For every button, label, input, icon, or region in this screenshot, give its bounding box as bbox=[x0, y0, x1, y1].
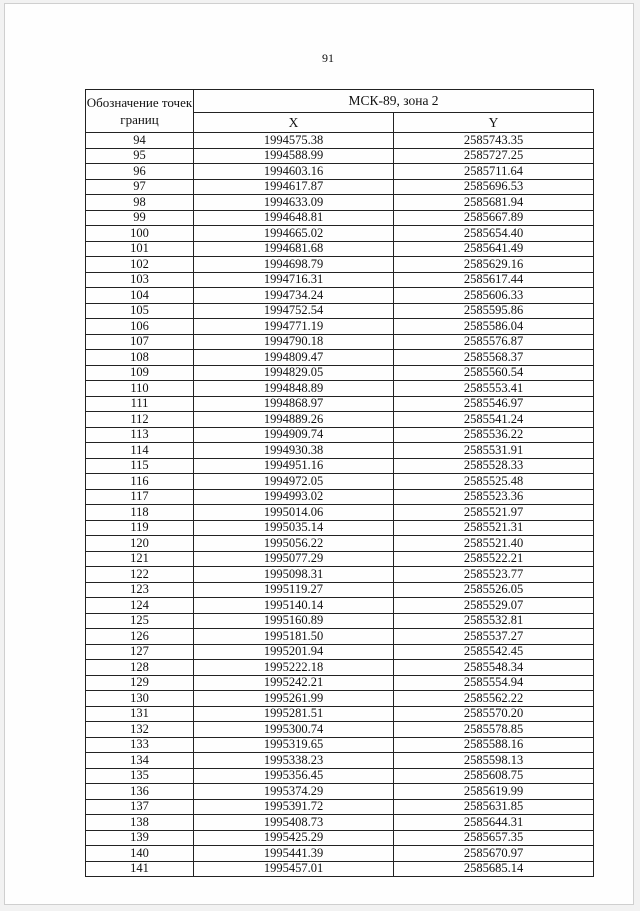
x-coordinate-cell: 1995098.31 bbox=[194, 567, 394, 583]
table-row bbox=[86, 582, 594, 598]
x-coordinate-cell: 1995201.94 bbox=[194, 644, 394, 660]
x-coordinate-cell: 1994771.19 bbox=[194, 319, 394, 335]
table-row bbox=[86, 179, 594, 195]
coordinates-table bbox=[85, 89, 594, 877]
point-number-cell: 112 bbox=[86, 412, 194, 428]
point-number-cell: 132 bbox=[86, 722, 194, 738]
point-number-cell: 128 bbox=[86, 660, 194, 676]
table-row bbox=[86, 164, 594, 180]
point-number-cell: 117 bbox=[86, 489, 194, 505]
point-number-cell: 98 bbox=[86, 195, 194, 211]
point-number-cell: 114 bbox=[86, 443, 194, 459]
y-column-header: Y bbox=[394, 113, 594, 133]
point-number-cell: 99 bbox=[86, 210, 194, 226]
table-row bbox=[86, 474, 594, 490]
point-number-cell: 109 bbox=[86, 365, 194, 381]
point-number-cell: 97 bbox=[86, 179, 194, 195]
y-coordinate-cell: 2585523.36 bbox=[394, 489, 594, 505]
point-number-cell: 127 bbox=[86, 644, 194, 660]
y-coordinate-cell: 2585553.41 bbox=[394, 381, 594, 397]
point-number-cell: 102 bbox=[86, 257, 194, 273]
table-row bbox=[86, 644, 594, 660]
x-coordinate-cell: 1995160.89 bbox=[194, 613, 394, 629]
y-coordinate-cell: 2585528.33 bbox=[394, 458, 594, 474]
table-row bbox=[86, 691, 594, 707]
y-coordinate-cell: 2585644.31 bbox=[394, 815, 594, 831]
y-coordinate-cell: 2585629.16 bbox=[394, 257, 594, 273]
table-row bbox=[86, 133, 594, 149]
y-coordinate-cell: 2585548.34 bbox=[394, 660, 594, 676]
y-coordinate-cell: 2585608.75 bbox=[394, 768, 594, 784]
y-coordinate-cell: 2585681.94 bbox=[394, 195, 594, 211]
y-coordinate-cell: 2585619.99 bbox=[394, 784, 594, 800]
point-number-cell: 111 bbox=[86, 396, 194, 412]
table-row bbox=[86, 210, 594, 226]
table-body bbox=[86, 133, 594, 877]
x-coordinate-cell: 1994734.24 bbox=[194, 288, 394, 304]
x-coordinate-cell: 1995014.06 bbox=[194, 505, 394, 521]
table-row bbox=[86, 737, 594, 753]
table-row bbox=[86, 846, 594, 862]
y-coordinate-cell: 2585568.37 bbox=[394, 350, 594, 366]
point-number-cell: 137 bbox=[86, 799, 194, 815]
table-row bbox=[86, 613, 594, 629]
y-coordinate-cell: 2585711.64 bbox=[394, 164, 594, 180]
table-row bbox=[86, 861, 594, 877]
table-row bbox=[86, 381, 594, 397]
page-number: 91 bbox=[322, 51, 334, 65]
table-row bbox=[86, 706, 594, 722]
table-row bbox=[86, 768, 594, 784]
table-row bbox=[86, 551, 594, 567]
table-row bbox=[86, 319, 594, 335]
x-coordinate-cell: 1995338.23 bbox=[194, 753, 394, 769]
point-number-cell: 113 bbox=[86, 427, 194, 443]
x-coordinate-cell: 1995281.51 bbox=[194, 706, 394, 722]
table-row bbox=[86, 272, 594, 288]
y-coordinate-cell: 2585570.20 bbox=[394, 706, 594, 722]
x-coordinate-cell: 1994617.87 bbox=[194, 179, 394, 195]
point-number-cell: 126 bbox=[86, 629, 194, 645]
table-row bbox=[86, 629, 594, 645]
point-number-cell: 94 bbox=[86, 133, 194, 149]
x-coordinate-cell: 1994829.05 bbox=[194, 365, 394, 381]
point-number-cell: 101 bbox=[86, 241, 194, 257]
point-designation-header: Обозначение точек границ bbox=[86, 90, 194, 133]
table-row bbox=[86, 443, 594, 459]
y-coordinate-cell: 2585586.04 bbox=[394, 319, 594, 335]
table-row bbox=[86, 598, 594, 614]
y-coordinate-cell: 2585542.45 bbox=[394, 644, 594, 660]
x-coordinate-cell: 1994848.89 bbox=[194, 381, 394, 397]
point-number-cell: 104 bbox=[86, 288, 194, 304]
point-number-cell: 138 bbox=[86, 815, 194, 831]
y-coordinate-cell: 2585526.05 bbox=[394, 582, 594, 598]
y-coordinate-cell: 2585727.25 bbox=[394, 148, 594, 164]
point-number-cell: 131 bbox=[86, 706, 194, 722]
x-column-header: X bbox=[194, 113, 394, 133]
y-coordinate-cell: 2585521.40 bbox=[394, 536, 594, 552]
x-coordinate-cell: 1994575.38 bbox=[194, 133, 394, 149]
table-row bbox=[86, 489, 594, 505]
table-row bbox=[86, 815, 594, 831]
table-row bbox=[86, 226, 594, 242]
y-coordinate-cell: 2585529.07 bbox=[394, 598, 594, 614]
y-coordinate-cell: 2585617.44 bbox=[394, 272, 594, 288]
x-coordinate-cell: 1994972.05 bbox=[194, 474, 394, 490]
y-coordinate-cell: 2585654.40 bbox=[394, 226, 594, 242]
x-coordinate-cell: 1994698.79 bbox=[194, 257, 394, 273]
y-coordinate-cell: 2585525.48 bbox=[394, 474, 594, 490]
x-coordinate-cell: 1995408.73 bbox=[194, 815, 394, 831]
y-coordinate-cell: 2585667.89 bbox=[394, 210, 594, 226]
x-coordinate-cell: 1994588.99 bbox=[194, 148, 394, 164]
y-coordinate-cell: 2585536.22 bbox=[394, 427, 594, 443]
point-number-cell: 134 bbox=[86, 753, 194, 769]
point-number-cell: 103 bbox=[86, 272, 194, 288]
x-coordinate-cell: 1995356.45 bbox=[194, 768, 394, 784]
y-coordinate-cell: 2585532.81 bbox=[394, 613, 594, 629]
x-coordinate-cell: 1995222.18 bbox=[194, 660, 394, 676]
table-row bbox=[86, 536, 594, 552]
y-coordinate-cell: 2585743.35 bbox=[394, 133, 594, 149]
x-coordinate-cell: 1994790.18 bbox=[194, 334, 394, 350]
y-coordinate-cell: 2585595.86 bbox=[394, 303, 594, 319]
table-row bbox=[86, 458, 594, 474]
y-coordinate-cell: 2585522.21 bbox=[394, 551, 594, 567]
y-coordinate-cell: 2585560.54 bbox=[394, 365, 594, 381]
x-coordinate-cell: 1995391.72 bbox=[194, 799, 394, 815]
point-number-cell: 115 bbox=[86, 458, 194, 474]
table-row bbox=[86, 396, 594, 412]
x-coordinate-cell: 1995035.14 bbox=[194, 520, 394, 536]
point-number-cell: 125 bbox=[86, 613, 194, 629]
table-row bbox=[86, 365, 594, 381]
x-coordinate-cell: 1995181.50 bbox=[194, 629, 394, 645]
point-number-cell: 121 bbox=[86, 551, 194, 567]
x-coordinate-cell: 1994930.38 bbox=[194, 443, 394, 459]
x-coordinate-cell: 1995261.99 bbox=[194, 691, 394, 707]
point-number-cell: 100 bbox=[86, 226, 194, 242]
document-page bbox=[4, 3, 634, 905]
y-coordinate-cell: 2585588.16 bbox=[394, 737, 594, 753]
point-number-cell: 136 bbox=[86, 784, 194, 800]
x-coordinate-cell: 1994716.31 bbox=[194, 272, 394, 288]
coordinate-system-header: МСК-89, зона 2 bbox=[194, 90, 594, 113]
x-coordinate-cell: 1995242.21 bbox=[194, 675, 394, 691]
y-coordinate-cell: 2585606.33 bbox=[394, 288, 594, 304]
point-number-cell: 130 bbox=[86, 691, 194, 707]
x-coordinate-cell: 1995441.39 bbox=[194, 846, 394, 862]
point-number-cell: 116 bbox=[86, 474, 194, 490]
point-number-cell: 122 bbox=[86, 567, 194, 583]
x-coordinate-cell: 1994665.02 bbox=[194, 226, 394, 242]
x-coordinate-cell: 1994809.47 bbox=[194, 350, 394, 366]
table-row bbox=[86, 427, 594, 443]
y-coordinate-cell: 2585641.49 bbox=[394, 241, 594, 257]
table-row bbox=[86, 830, 594, 846]
x-coordinate-cell: 1994993.02 bbox=[194, 489, 394, 505]
x-coordinate-cell: 1994603.16 bbox=[194, 164, 394, 180]
table-row bbox=[86, 567, 594, 583]
x-coordinate-cell: 1995140.14 bbox=[194, 598, 394, 614]
point-number-cell: 108 bbox=[86, 350, 194, 366]
y-coordinate-cell: 2585578.85 bbox=[394, 722, 594, 738]
point-number-cell: 95 bbox=[86, 148, 194, 164]
table-row bbox=[86, 148, 594, 164]
table-row bbox=[86, 241, 594, 257]
point-number-cell: 139 bbox=[86, 830, 194, 846]
y-coordinate-cell: 2585696.53 bbox=[394, 179, 594, 195]
table-row bbox=[86, 660, 594, 676]
point-number-cell: 141 bbox=[86, 861, 194, 877]
y-coordinate-cell: 2585631.85 bbox=[394, 799, 594, 815]
point-number-cell: 105 bbox=[86, 303, 194, 319]
y-coordinate-cell: 2585685.14 bbox=[394, 861, 594, 877]
y-coordinate-cell: 2585521.97 bbox=[394, 505, 594, 521]
table-row bbox=[86, 722, 594, 738]
table-row bbox=[86, 195, 594, 211]
table-row bbox=[86, 350, 594, 366]
table-row bbox=[86, 799, 594, 815]
x-coordinate-cell: 1995077.29 bbox=[194, 551, 394, 567]
y-coordinate-cell: 2585670.97 bbox=[394, 846, 594, 862]
y-coordinate-cell: 2585523.77 bbox=[394, 567, 594, 583]
point-number-cell: 118 bbox=[86, 505, 194, 521]
y-coordinate-cell: 2585554.94 bbox=[394, 675, 594, 691]
table-row bbox=[86, 784, 594, 800]
table-row bbox=[86, 753, 594, 769]
x-coordinate-cell: 1995425.29 bbox=[194, 830, 394, 846]
point-number-cell: 133 bbox=[86, 737, 194, 753]
y-coordinate-cell: 2585576.87 bbox=[394, 334, 594, 350]
table-row bbox=[86, 505, 594, 521]
point-number-cell: 106 bbox=[86, 319, 194, 335]
x-coordinate-cell: 1994889.26 bbox=[194, 412, 394, 428]
point-number-cell: 119 bbox=[86, 520, 194, 536]
y-coordinate-cell: 2585562.22 bbox=[394, 691, 594, 707]
x-coordinate-cell: 1995056.22 bbox=[194, 536, 394, 552]
point-number-cell: 140 bbox=[86, 846, 194, 862]
point-number-cell: 124 bbox=[86, 598, 194, 614]
point-number-cell: 120 bbox=[86, 536, 194, 552]
table-row bbox=[86, 675, 594, 691]
x-coordinate-cell: 1994951.16 bbox=[194, 458, 394, 474]
y-coordinate-cell: 2585541.24 bbox=[394, 412, 594, 428]
y-coordinate-cell: 2585546.97 bbox=[394, 396, 594, 412]
table-row bbox=[86, 288, 594, 304]
table-row bbox=[86, 520, 594, 536]
x-coordinate-cell: 1994752.54 bbox=[194, 303, 394, 319]
y-coordinate-cell: 2585598.13 bbox=[394, 753, 594, 769]
x-coordinate-cell: 1994909.74 bbox=[194, 427, 394, 443]
x-coordinate-cell: 1995300.74 bbox=[194, 722, 394, 738]
x-coordinate-cell: 1994681.68 bbox=[194, 241, 394, 257]
point-number-cell: 107 bbox=[86, 334, 194, 350]
x-coordinate-cell: 1994633.09 bbox=[194, 195, 394, 211]
x-coordinate-cell: 1995457.01 bbox=[194, 861, 394, 877]
point-number-cell: 110 bbox=[86, 381, 194, 397]
y-coordinate-cell: 2585537.27 bbox=[394, 629, 594, 645]
x-coordinate-cell: 1994868.97 bbox=[194, 396, 394, 412]
point-number-cell: 96 bbox=[86, 164, 194, 180]
x-coordinate-cell: 1995119.27 bbox=[194, 582, 394, 598]
point-number-cell: 135 bbox=[86, 768, 194, 784]
x-coordinate-cell: 1995374.29 bbox=[194, 784, 394, 800]
point-number-cell: 129 bbox=[86, 675, 194, 691]
y-coordinate-cell: 2585531.91 bbox=[394, 443, 594, 459]
table-row bbox=[86, 303, 594, 319]
x-coordinate-cell: 1994648.81 bbox=[194, 210, 394, 226]
table-row bbox=[86, 257, 594, 273]
y-coordinate-cell: 2585521.31 bbox=[394, 520, 594, 536]
x-coordinate-cell: 1995319.65 bbox=[194, 737, 394, 753]
point-number-cell: 123 bbox=[86, 582, 194, 598]
y-coordinate-cell: 2585657.35 bbox=[394, 830, 594, 846]
table-row bbox=[86, 412, 594, 428]
table-row bbox=[86, 334, 594, 350]
